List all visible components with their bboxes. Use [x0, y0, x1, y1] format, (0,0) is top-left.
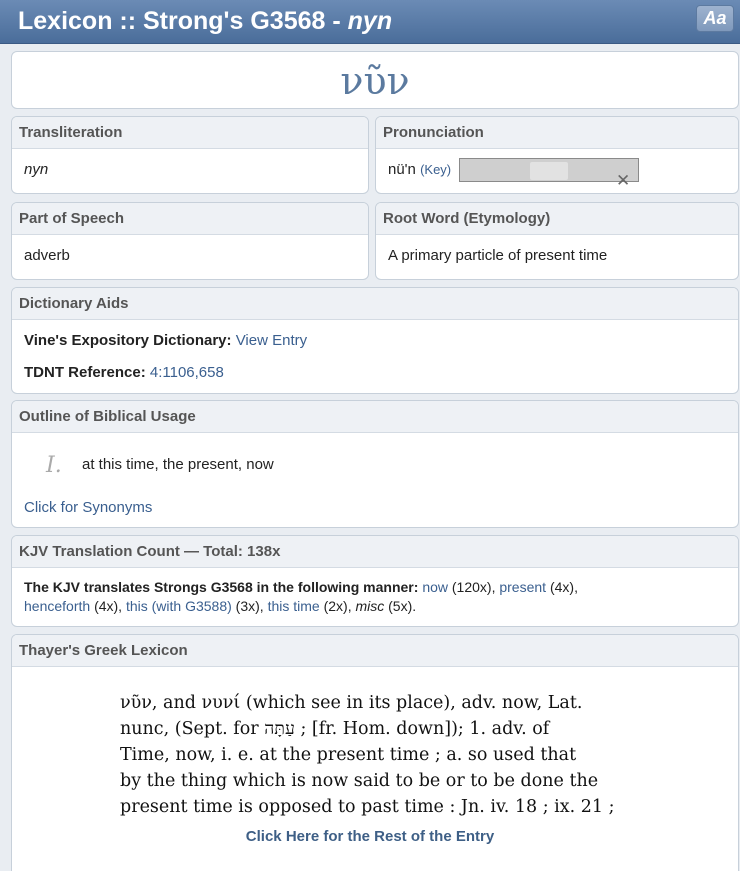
outline-body	[12, 433, 738, 528]
part-of-speech-value: adverb	[24, 247, 70, 264]
kjv-body	[12, 568, 738, 616]
thayer-line: present time is opposed to past time : Jn. iv. 18 ; ix. 21 ;	[120, 797, 615, 817]
part-of-speech-panel	[11, 202, 369, 280]
kjv-intro: The KJV translates Strongs G3568 in the following manner:	[24, 579, 419, 595]
kjv-translation-present[interactable]: present	[499, 579, 547, 595]
root-word-header: Root Word (Etymology)	[376, 203, 738, 235]
kjv-translation-this-time[interactable]: this time	[267, 598, 320, 614]
tdnt-label: TDNT Reference:	[24, 364, 146, 381]
close-icon[interactable]: ✕	[616, 171, 631, 191]
tdnt-reference-link[interactable]: 4:1106,658	[149, 364, 224, 381]
thayer-line: νῦν, and νυνί (which see in its place), adv. now, Lat.	[120, 693, 583, 713]
kjv-count: (120x),	[451, 579, 496, 595]
dictionary-aids-panel	[11, 287, 739, 394]
thayer-rest-row	[0, 828, 740, 845]
kjv-count: (4x),	[549, 579, 578, 595]
plugin-puzzle-icon	[530, 162, 568, 180]
kjv-translation-misc: misc	[355, 598, 385, 614]
kjv-count: (5x).	[388, 598, 417, 614]
audio-plugin-placeholder[interactable]	[459, 158, 639, 191]
vines-row	[24, 332, 726, 364]
pronunciation-panel	[375, 116, 739, 194]
thayer-line: by the thing which is now said to be or to be done the	[120, 771, 599, 791]
greek-word-box	[11, 51, 739, 109]
kjv-header: KJV Translation Count — Total: 138x	[12, 536, 738, 568]
root-word-value: A primary particle of present time	[388, 247, 608, 264]
kjv-count: (4x),	[94, 598, 123, 614]
tdnt-row	[24, 364, 726, 381]
kjv-translation-this-with[interactable]: this (with G3588)	[125, 598, 232, 614]
transliteration-panel	[11, 116, 369, 194]
dictionary-aids-header: Dictionary Aids	[12, 288, 738, 320]
font-size-button[interactable]: Aa	[696, 5, 734, 32]
vines-view-entry-link[interactable]: View Entry	[235, 332, 308, 349]
pronunciation-header: Pronunciation	[376, 117, 738, 149]
thayer-scanned-entry	[120, 690, 648, 820]
thayer-rest-link[interactable]: Click Here for the Rest of the Entry	[245, 828, 495, 845]
kjv-translation-henceforth[interactable]: henceforth	[24, 598, 91, 614]
kjv-panel	[11, 535, 739, 627]
pronunciation-row	[376, 149, 738, 191]
thayer-header: Thayer's Greek Lexicon	[12, 635, 738, 667]
dictionary-aids-body	[12, 320, 738, 381]
root-word-panel	[375, 202, 739, 280]
transliteration-value: nyn	[24, 161, 49, 178]
kjv-translation-now[interactable]: now	[422, 579, 448, 595]
vines-label: Vine's Expository Dictionary:	[24, 332, 232, 349]
thayer-line: Time, now, i. e. at the present time ; a. so used that	[120, 745, 577, 765]
title-bar	[0, 0, 740, 44]
outline-header: Outline of Biblical Usage	[12, 401, 738, 433]
part-of-speech-header: Part of Speech	[12, 203, 368, 235]
transliteration-header: Transliteration	[12, 117, 368, 149]
outline-item: at this time, the present, now	[82, 456, 274, 473]
page-title: Lexicon :: Strong's G3568 - nyn	[18, 7, 393, 35]
greek-word: νῦν	[340, 59, 410, 103]
kjv-count: (3x),	[235, 598, 264, 614]
pronunciation-value: nü'n	[388, 161, 416, 178]
synonyms-link[interactable]: Click for Synonyms	[24, 499, 153, 516]
outline-numeral: I.	[46, 453, 62, 478]
pronunciation-key-link[interactable]: (Key)	[420, 162, 452, 177]
kjv-count: (2x),	[323, 598, 352, 614]
outline-panel	[11, 400, 739, 528]
thayer-line: nunc, (Sept. for עַתָּה ; [fr. Hom. down]); 1. adv. of	[120, 719, 550, 739]
